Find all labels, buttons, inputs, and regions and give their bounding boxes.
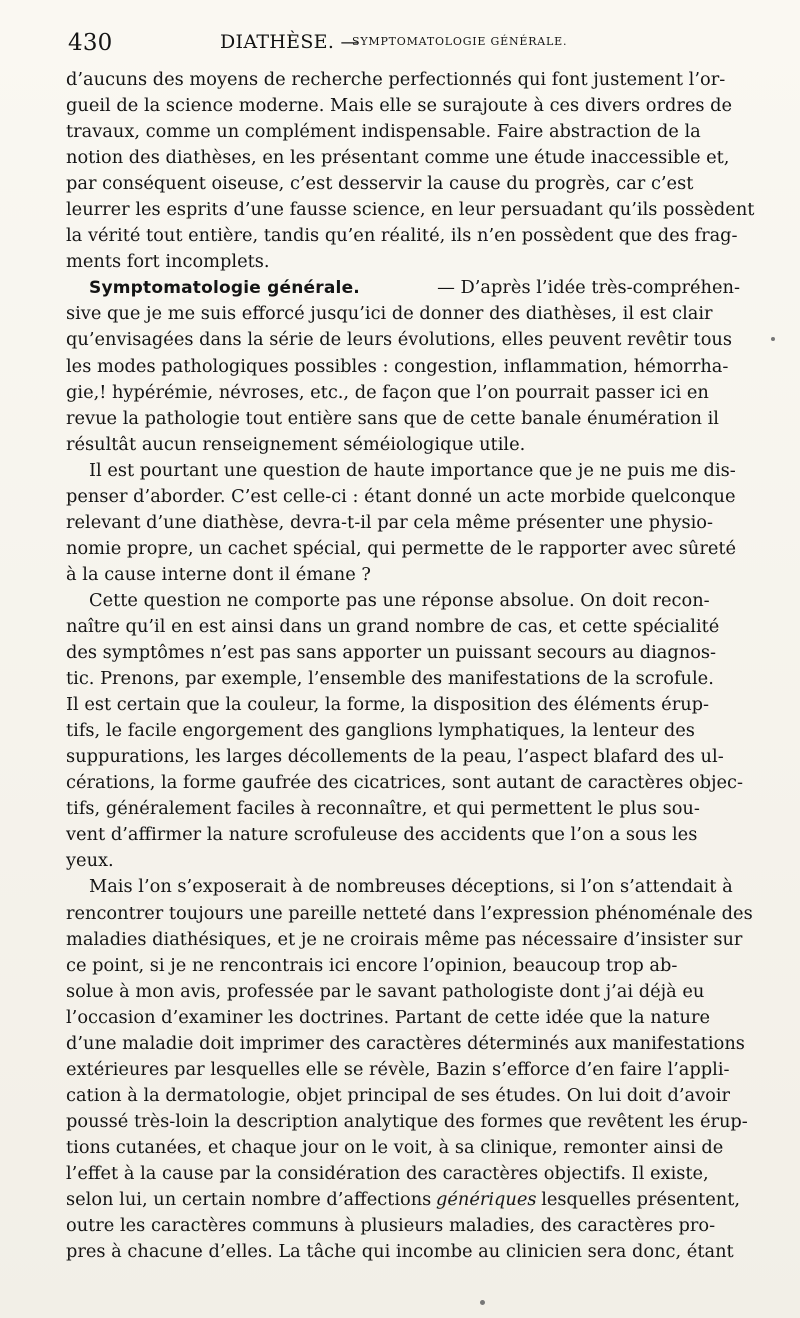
text-line: maladies diathésiques, et je ne croirais même pas nécessaire d’insister sur (66, 928, 743, 950)
text-line: cérations, la forme gaufrée des cicatrices, sont autant de caractères objec- (66, 772, 743, 794)
text-line: vent d’affirmer la nature scrofuleuse des accidents que l’on a sous les (66, 824, 698, 846)
text-line: rencontrer toujours une pareille netteté dans l’expression phénoménale des (66, 902, 753, 924)
text-line: poussé très-loin la description analytique des formes que revêtent les érup- (66, 1110, 748, 1132)
text-line: résultât aucun renseignement séméiologique utile. (66, 433, 526, 455)
italic-word: génériques (435, 1189, 537, 1211)
text-line: la vérité tout entière, tandis qu’en réalité, ils n’en possèdent que des frag- (66, 225, 738, 247)
text-line: cation à la dermatologie, objet principal de ses études. On lui doit d’avoir (66, 1084, 731, 1106)
text-line: Cette question ne comporte pas une réponse absolue. On doit recon- (89, 589, 710, 611)
text-line: tifs, généralement faciles à reconnaître, et qui permettent le plus sou- (66, 798, 700, 820)
text-line: Mais l’on s’exposerait à de nombreuses déceptions, si l’on s’attendait à (89, 876, 733, 898)
text-line: suppurations, les larges décollements de la peau, l’aspect blafard des ul- (66, 746, 724, 768)
text-line: l’occasion d’examiner les doctrines. Partant de cette idée que la nature (66, 1006, 710, 1028)
text-line: qu’envisagées dans la série de leurs évolutions, elles peuvent revêtir tous (66, 329, 732, 351)
text-line: Il est pourtant une question de haute importance que je ne puis me dis- (89, 459, 736, 481)
paper-speck (771, 337, 775, 341)
section-heading-rest: — D’après l’idée très-compréhen- (437, 277, 740, 299)
text-line: des symptômes n’est pas sans apporter un puissant secours au diagnos- (66, 642, 717, 664)
page-body (66, 67, 755, 1265)
text-line: à la cause interne dont il émane ? (66, 563, 371, 585)
section-heading: Symptomatologie générale. (89, 278, 360, 299)
text-line: gie,! hypérémie, névroses, etc., de façon que l’on pourrait passer ici en (66, 381, 709, 403)
text-line: penser d’aborder. C’est celle-ci : étant donné un acte morbide quelconque (66, 485, 736, 507)
text-line: revue la pathologie tout entière sans que de cette banale énumération il (66, 407, 719, 429)
italic-line-before: selon lui, un certain nombre d’affections (66, 1189, 432, 1211)
text-line: Il est certain que la couleur, la forme, la disposition des éléments érup- (66, 694, 710, 716)
text-line: par conséquent oiseuse, c’est desservir la cause du progrès, car c’est (66, 173, 694, 195)
text-line: relevant d’une diathèse, devra-t-il par cela même présenter une physio- (66, 511, 714, 533)
section-heading-line (66, 275, 740, 301)
text-line: d’une maladie doit imprimer des caractères déterminés aux manifestations (66, 1032, 745, 1054)
text-line: outre les caractères communs à plusieurs maladies, des caractères pro- (66, 1215, 716, 1237)
running-header (68, 30, 738, 60)
text-line: naître qu’il en est ainsi dans un grand nombre de cas, et cette spécialité (66, 615, 720, 637)
text-line: pres à chacune d’elles. La tâche qui incombe au clinicien sera donc, étant (66, 1241, 734, 1263)
text-line: l’effet à la cause par la considération des caractères objectifs. Il existe, (66, 1162, 709, 1184)
text-line: yeux. (66, 850, 114, 872)
text-line: travaux, comme un complément indispensable. Faire abstraction de la (66, 121, 701, 143)
text-line: tic. Prenons, par exemple, l’ensemble des manifestations de la scrofule. (66, 668, 714, 690)
text-line: gueil de la science moderne. Mais elle se surajoute à ces divers ordres de (66, 95, 733, 117)
text-line: nomie propre, un cachet spécial, qui permette de le rapporter avec sûreté (66, 537, 737, 559)
italic-text-line (66, 1187, 740, 1213)
text-line: tifs, le facile engorgement des ganglions lymphatiques, la lenteur des (66, 720, 695, 742)
paper-speck (480, 1300, 485, 1305)
italic-line-after: lesquelles présentent, (541, 1189, 740, 1211)
text-line: extérieures par lesquelles elle se révèle, Bazin s’efforce d’en faire l’appli- (66, 1058, 730, 1080)
text-line: leurrer les esprits d’une fausse science, en leur persuadant qu’ils possèdent (66, 199, 755, 221)
text-line: ce point, si je ne rencontrais ici encore l’opinion, beaucoup trop ab- (66, 954, 678, 976)
text-line: ments fort incomplets. (66, 251, 270, 273)
text-line: les modes pathologiques possibles : congestion, inflammation, hémorrha- (66, 355, 729, 377)
page-number: 430 (68, 30, 113, 56)
running-subtitle: SYMPTOMATOLOGIE GÉNÉRALE. (352, 35, 568, 48)
text-line: d’aucuns des moyens de recherche perfectionnés qui font justement l’or- (66, 69, 726, 90)
running-title: DIATHÈSE. — (220, 31, 360, 53)
text-line: sive que je me suis efforcé jusqu’ici de donner des diathèses, il est clair (66, 303, 713, 325)
text-line: tions cutanées, et chaque jour on le voit, à sa clinique, remonter ainsi de (66, 1136, 724, 1158)
text-line: notion des diathèses, en les présentant comme une étude inaccessible et, (66, 147, 730, 169)
text-line: solue à mon avis, professée par le savant pathologiste dont j’ai déjà eu (66, 980, 705, 1002)
